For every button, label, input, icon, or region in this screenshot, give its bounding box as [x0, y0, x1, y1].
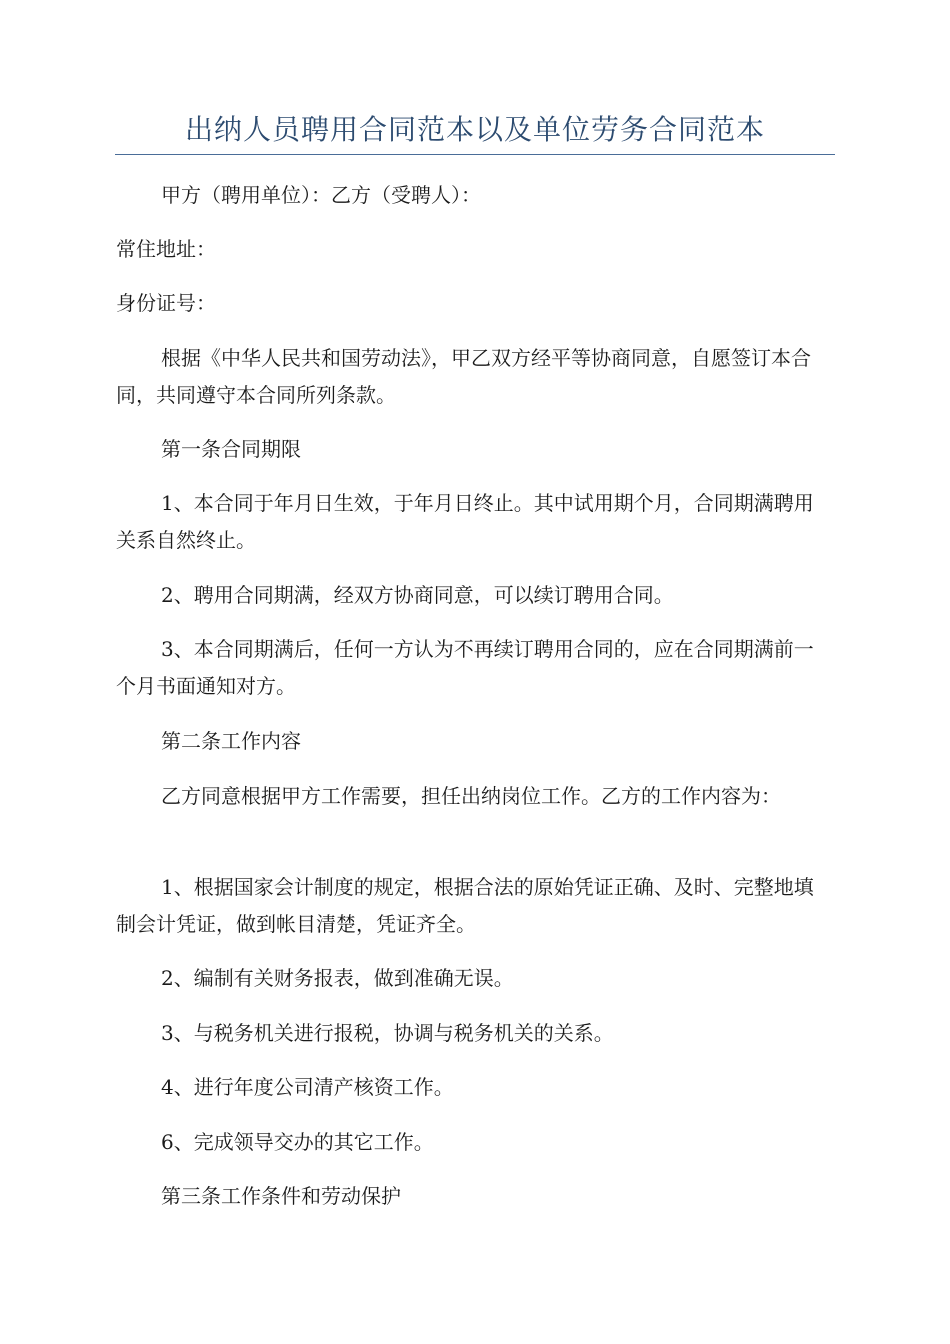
article-1-heading: 第一条合同期限	[161, 437, 301, 461]
article-2-item-3: 3、与税务机关进行报税，协调与税务机关的关系。	[161, 1021, 614, 1045]
article-1-item-2: 2、聘用合同期满，经双方协商同意，可以续订聘用合同。	[161, 583, 674, 607]
article-2-intro: 乙方同意根据甲方工作需要，担任出纳岗位工作。乙方的工作内容为：	[161, 784, 781, 808]
preamble-paragraph: 根据《中华人民共和国劳动法》，甲乙双方经平等协商同意，自愿签订本合同，共同遵守本合同所列条款。	[116, 346, 811, 407]
article-2-heading: 第二条工作内容	[161, 729, 301, 753]
article-1-item-1: 1、本合同于年月日生效，于年月日终止。其中试用期个月，合同期满聘用关系自然终止。	[116, 491, 814, 552]
article-2-item-1: 1、根据国家会计制度的规定，根据合法的原始凭证正确、及时、完整地填制会计凭证，做到帐目清楚，凭证齐全。	[116, 875, 814, 936]
title-underline	[115, 154, 835, 155]
id-number-line: 身份证号：	[116, 291, 216, 315]
address-line: 常住地址：	[116, 237, 216, 261]
article-2-item-4: 4、进行年度公司清产核资工作。	[161, 1075, 454, 1099]
document-title: 出纳人员聘用合同范本以及单位劳务合同范本	[184, 113, 765, 146]
article-2-item-2: 2、编制有关财务报表，做到准确无误。	[161, 966, 514, 990]
article-1-item-3: 3、本合同期满后，任何一方认为不再续订聘用合同的，应在合同期满前一个月书面通知对方。	[116, 637, 814, 698]
parties-line: 甲方（聘用单位）：乙方（受聘人）：	[161, 183, 481, 207]
article-3-heading: 第三条工作条件和劳动保护	[161, 1184, 401, 1208]
article-2-item-6: 6、完成领导交办的其它工作。	[161, 1130, 434, 1154]
